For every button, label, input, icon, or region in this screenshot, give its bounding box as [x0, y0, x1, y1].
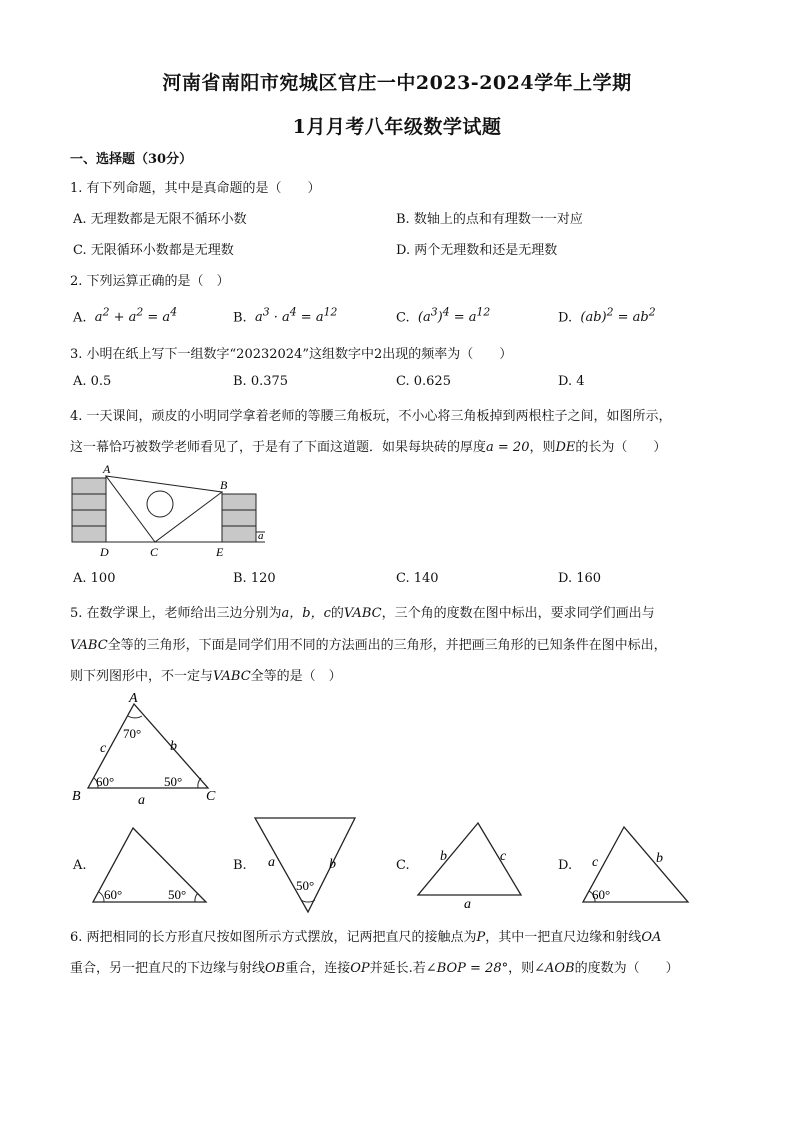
- brick: [222, 510, 256, 526]
- q6-segment-op: OP: [350, 961, 370, 976]
- q2-option-b: [233, 306, 337, 325]
- vertex-c: C: [206, 789, 216, 804]
- q6-text: 重合，连接: [285, 961, 351, 976]
- q5-text: ，三个角的度数在图中标出，要求同学们画出与: [381, 606, 655, 621]
- q3-option-a: A. 0.5: [73, 374, 112, 389]
- q5-option-d-label: D.: [558, 858, 573, 873]
- q2-option-a-formula: $a^2 + a^2 = a^4$: [90, 306, 178, 326]
- side-a-label: a: [268, 855, 275, 870]
- q5-triangle-name: VABC: [70, 638, 108, 653]
- q6-text: 并延长.若: [369, 961, 426, 976]
- q6-stem-line-1: [70, 926, 661, 945]
- q5-triangle-name: VABC: [213, 669, 251, 684]
- q4-stem-text-e: 的长为（ ）: [575, 440, 667, 455]
- vertex-a: A: [129, 692, 138, 706]
- side-b-label: b: [329, 857, 336, 872]
- q6-stem-line-2: [70, 957, 679, 976]
- title-line-2: 1月月考八年级数学试题: [292, 116, 502, 138]
- label-b-point: B: [220, 478, 228, 492]
- side-a-label: a: [464, 897, 471, 910]
- q5-option-b-label: B.: [233, 858, 247, 873]
- q5-stem-line-3: [70, 665, 342, 684]
- q2-stem: 2. 下列运算正确的是（ ）: [70, 274, 230, 289]
- title-line-1: 河南省南阳市宛城区官庄一中2023-2024学年上学期: [162, 72, 632, 94]
- q5-main-triangle-figure: [66, 692, 236, 810]
- q4-option-d: D. 160: [558, 571, 602, 586]
- q5-triangle-name: VABC: [343, 606, 382, 621]
- q5-option-d-figure: [578, 822, 693, 908]
- q2-option-c-label: C.: [396, 310, 410, 326]
- label-a-thickness: a: [258, 530, 264, 542]
- q5-option-b-figure: [250, 814, 360, 916]
- angle-arc-a: [128, 716, 142, 718]
- q3-option-b: B. 0.375: [233, 374, 289, 389]
- q5-option-c-figure: [412, 818, 527, 910]
- q6-ray-ob: OB: [265, 961, 286, 976]
- q1-option-a: A. 无理数都是无限不循环小数: [73, 212, 247, 227]
- angle-arc: [195, 893, 198, 902]
- q4-stem-line-1: 4. 一天课间，顽皮的小明同学拿着老师的等腰三角板玩，不小心将三角板掉到两根柱子之间，如图所示，: [70, 409, 672, 424]
- brick: [72, 478, 106, 494]
- q4-segment-de: DE: [555, 440, 576, 455]
- angle-60-value: 60°: [104, 887, 123, 902]
- q2-option-d-label: D.: [558, 310, 573, 326]
- q6-text: 6. 两把相同的长方形直尺按如图所示方式摆放，记两把直尺的接触点为: [70, 930, 477, 945]
- q4-brick-thickness: a = 20: [486, 440, 530, 455]
- q1-option-d: D. 两个无理数和还是无理数: [396, 243, 558, 258]
- side-b: b: [170, 739, 177, 754]
- angle-b-value: 60°: [96, 774, 115, 789]
- angle-60-value: 60°: [592, 887, 611, 902]
- label-a-point: A: [103, 462, 111, 476]
- brick: [222, 526, 256, 542]
- q5-text: 的: [330, 606, 344, 621]
- q6-ray-oa: OA: [641, 930, 662, 945]
- q6-point-p: P: [476, 930, 486, 945]
- vertex-b: B: [72, 789, 81, 804]
- q5-text: 5. 在数学课上，老师给出三边分别为: [70, 606, 282, 621]
- q4-option-a: A. 100: [73, 571, 116, 586]
- brick: [72, 494, 106, 510]
- q2-option-d-formula: $(ab)^2 = ab^2$: [576, 306, 656, 326]
- q5-text: 则下列图形中，不一定与: [70, 669, 214, 684]
- side-b-label: b: [656, 851, 663, 866]
- angle-c-value: 50°: [164, 774, 183, 789]
- q5-option-a-label: A.: [73, 858, 87, 873]
- q5-stem-line-2: [70, 634, 667, 653]
- q4-option-b: B. 120: [233, 571, 276, 586]
- q3-option-d: D. 4: [558, 374, 585, 389]
- q1-option-b: B. 数轴上的点和有理数一一对应: [396, 212, 583, 227]
- q4-option-c: C. 140: [396, 571, 439, 586]
- q3-option-c: C. 0.625: [396, 374, 451, 389]
- side-c: c: [100, 741, 107, 756]
- q1-option-c: C. 无限循环小数都是无理数: [73, 243, 234, 258]
- q6-text: ，则: [508, 961, 535, 976]
- side-a: a: [138, 793, 145, 808]
- q1-stem: 1. 有下列命题，其中是真命题的是（ ）: [70, 181, 321, 196]
- brick: [222, 494, 256, 510]
- q6-angle-bop: ∠BOP = 28°: [425, 961, 509, 976]
- side-c-label: c: [500, 849, 507, 864]
- brick: [72, 526, 106, 542]
- angle-a-value: 70°: [123, 726, 142, 741]
- q2-option-c-formula: $(a^3)^4 = a^{12}$: [413, 306, 491, 326]
- q5-text: 全等的三角形，下面是同学们用不同的方法画出的三角形，并把画三角形的已知条件在图中标出，: [107, 638, 667, 653]
- q6-text: 的度数为（ ）: [574, 961, 679, 976]
- q5-stem-line-1: [70, 602, 655, 621]
- q2-option-a-label: A.: [73, 310, 87, 326]
- angle-50-value: 50°: [296, 878, 315, 893]
- label-d-point: D: [100, 545, 109, 559]
- q2-option-d: [558, 306, 656, 325]
- q2-option-b-formula: $a^3 \cdot a^4 = a^{12}$: [250, 306, 338, 326]
- section-heading: 一、选择题（30分）: [70, 152, 193, 167]
- q2-option-c: [396, 306, 490, 325]
- q4-stem-text-c: ，则: [529, 440, 556, 455]
- q6-text: 重合，另一把直尺的下边缘与射线: [70, 961, 266, 976]
- q4-stem-line-2: [70, 436, 666, 455]
- q4-stem-text-a: 这一幕恰巧被数学老师看见了，于是有了下面这道题．如果每块砖的厚度: [70, 440, 487, 455]
- q3-stem: 3. 小明在纸上写下一组数字“20232024”这组数字中2出现的频率为（ ）: [70, 347, 513, 362]
- set-square-hole: [147, 491, 173, 517]
- label-e-point: E: [216, 545, 224, 559]
- q2-option-a: [73, 306, 177, 325]
- q5-option-c-label: C.: [396, 858, 410, 873]
- q5-option-a-figure: [88, 822, 213, 908]
- q2-option-b-label: B.: [233, 310, 247, 326]
- q4-figure: [60, 462, 280, 562]
- label-c-point: C: [150, 545, 159, 559]
- q6-angle-aob: ∠AOB: [534, 961, 575, 976]
- side-c-label: c: [592, 855, 599, 870]
- angle-50-value: 50°: [168, 887, 187, 902]
- q6-text: ，其中一把直尺边缘和射线: [485, 930, 642, 945]
- brick: [72, 510, 106, 526]
- q5-sides: a，b，c: [281, 606, 331, 621]
- side-b-label: b: [440, 849, 447, 864]
- q5-text: 全等的是（ ）: [250, 669, 342, 684]
